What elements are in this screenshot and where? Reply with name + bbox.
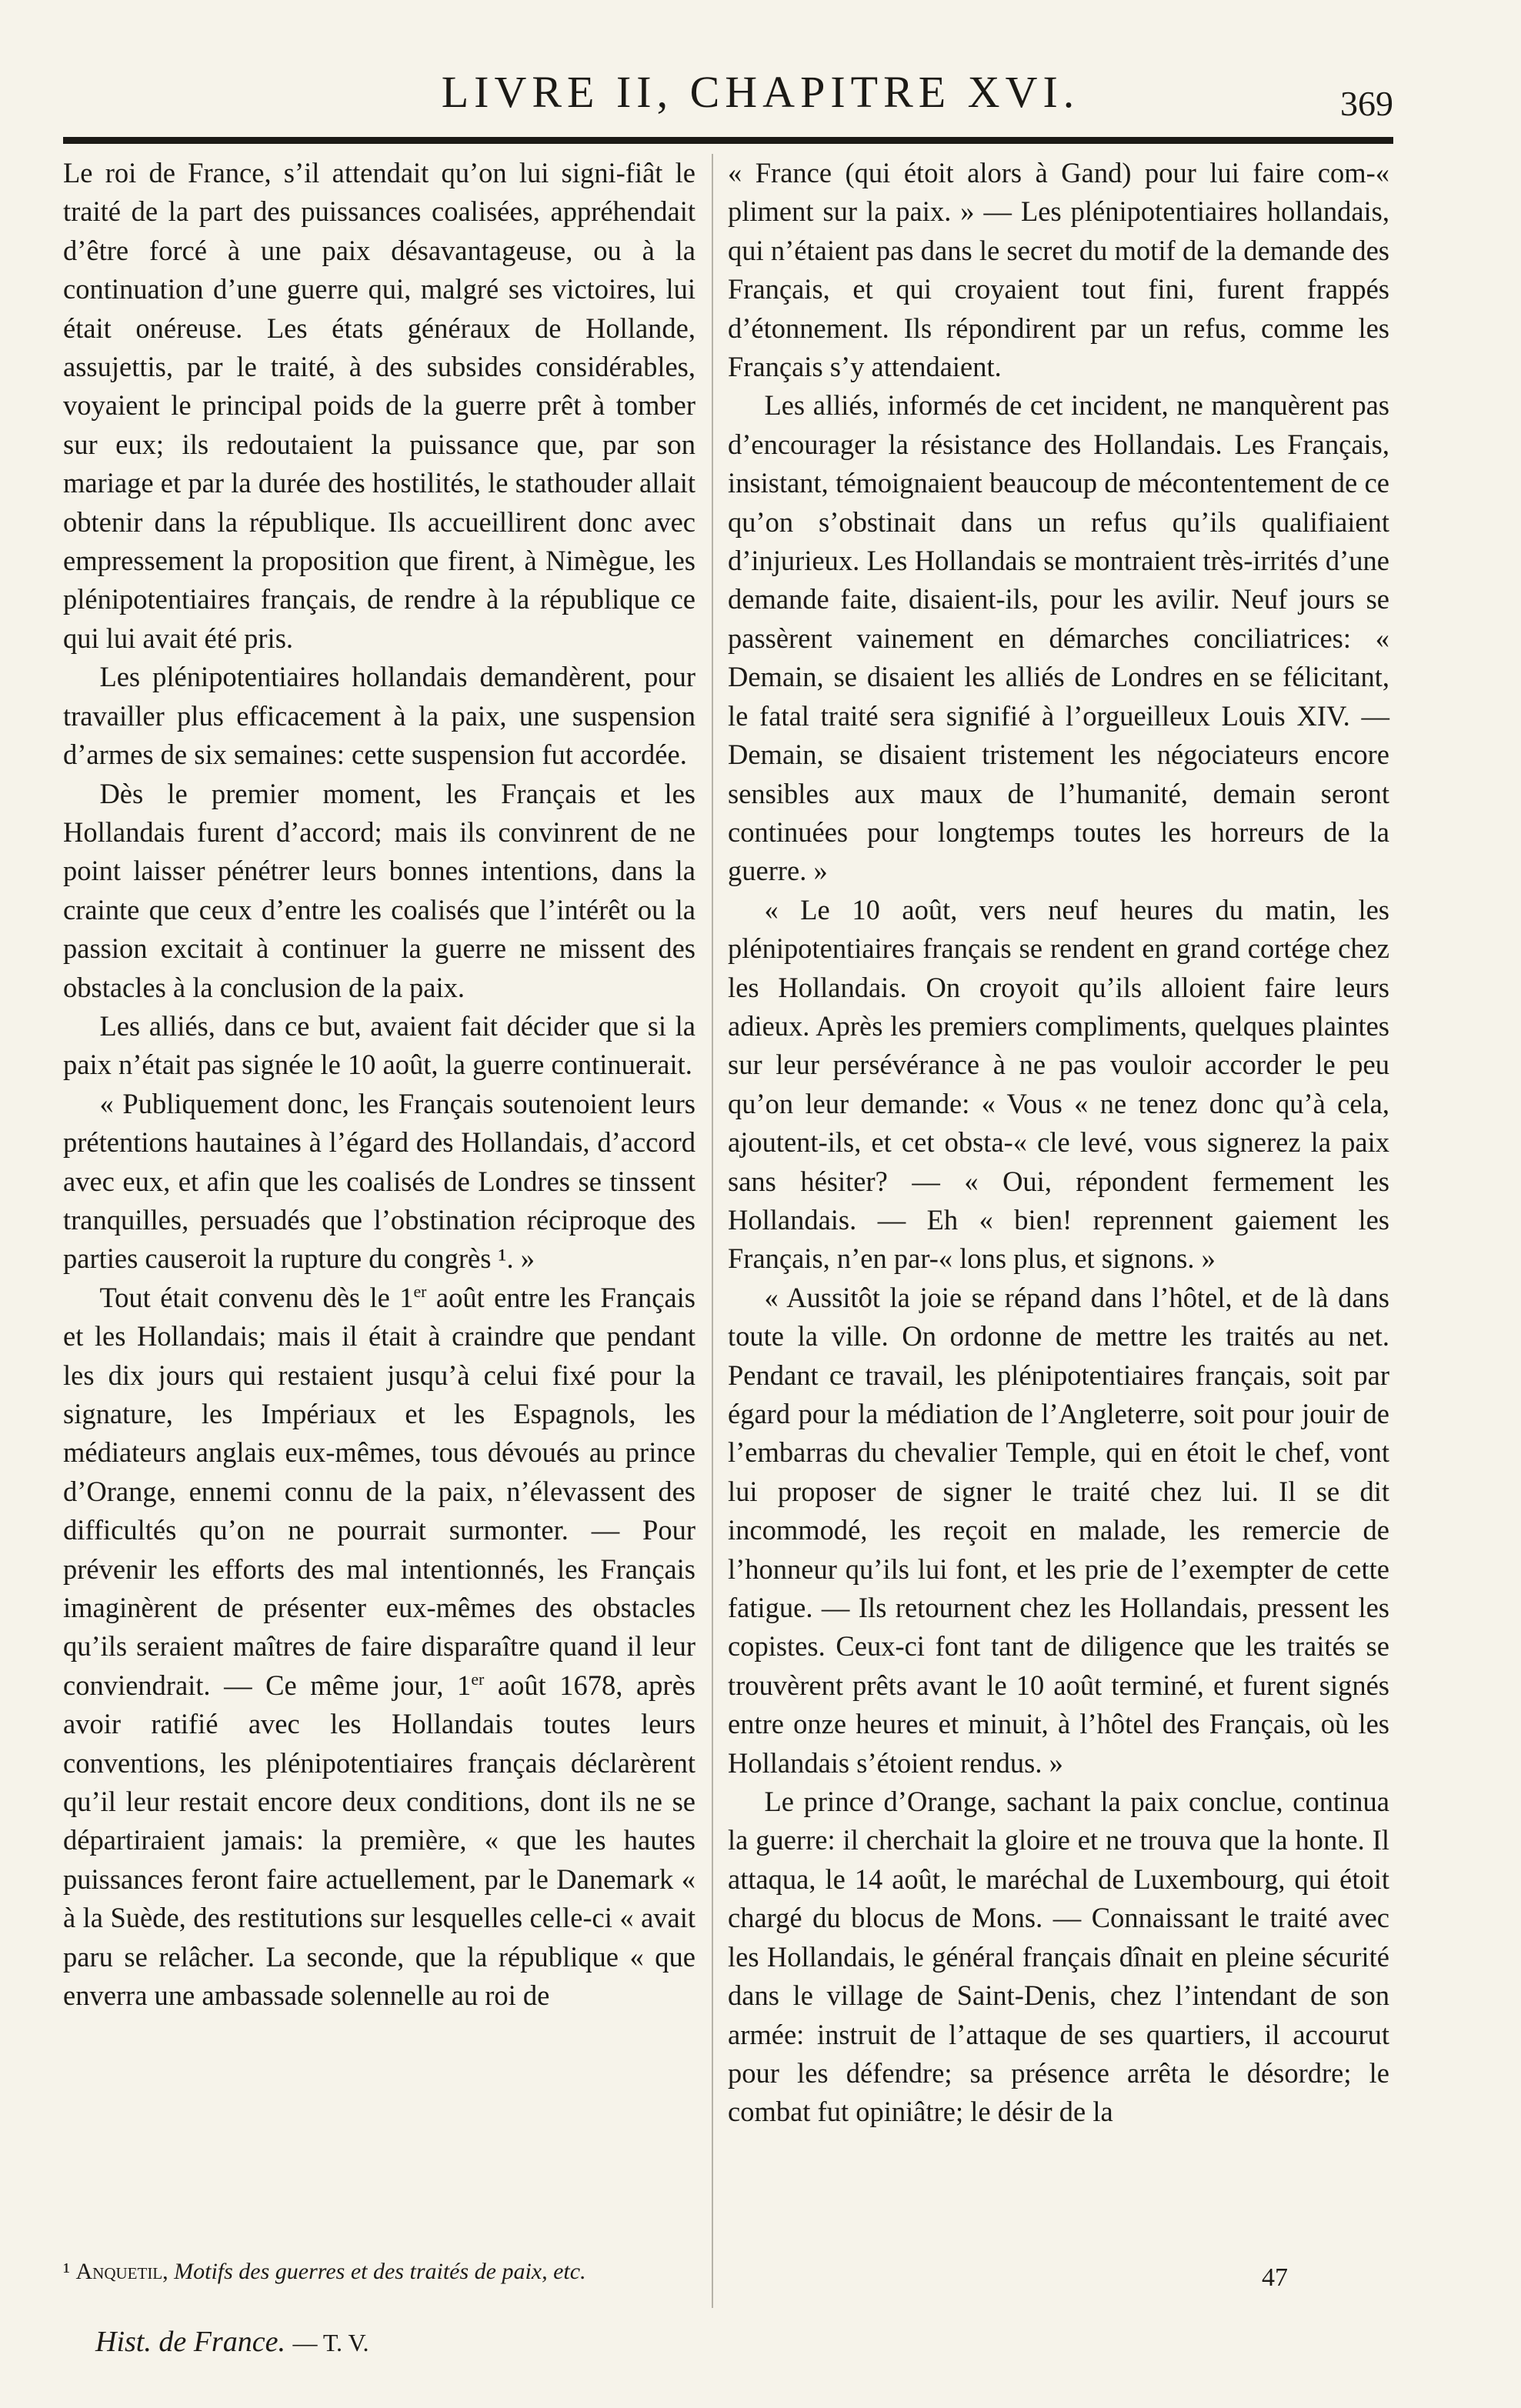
- paragraph-text: août 1678, après avoir ratifié avec les Hollandais toutes leurs conventions, les plénipotentiaires français déclarèrent qu’il leur restait encore deux conditions, dont ils ne se départiraient jamais: la première, « que les hautes puissances feront faire actuellement, par le Danemark « à la Suède, des restitutions sur lesquelles celle-ci « avait paru se relâcher. La seconde, que la république « que enverra une ambassade solennelle au roi de: [63, 1669, 695, 2012]
- paragraph: « Le 10 août, vers neuf heures du matin, les plénipotentiaires français se rendent en grand cortége chez les Hollandais. On croyoit qu’ils alloient faire leurs adieux. Après les premiers compliments, quelques plaintes sur leur persévérance à ne pas vouloir accorder le peu qu’on leur demande: « Vous « ne tenez donc qu’à cela, ajoutent-ils, et cet obsta-« cle levé, vous signerez la paix sans hésiter? — « Oui, répondent fermement les Hollandais. — Eh « bien! reprennent gaiement les Français, n’en par-« lons plus, et signons. »: [728, 893, 1389, 1275]
- right-column: [728, 154, 1389, 2132]
- footnote: ¹ Anquetil, Motifs des guerres et des traités de paix, etc.: [63, 2259, 586, 2284]
- page-number: 369: [1340, 84, 1393, 123]
- running-head: LIVRE II, CHAPITRE XVI.: [441, 67, 1080, 117]
- signature-mark: 47: [1262, 2263, 1288, 2292]
- paragraph: Les alliés, dans ce but, avaient fait décider que si la paix n’était pas signée le 10 août, la guerre continuerait.: [63, 1009, 695, 1081]
- paragraph: Dès le premier moment, les Français et les Hollandais furent d’accord; mais ils convinrent de ne point laisser pénétrer leurs bonnes intentions, dans la crainte que ceux d’entre les coalisés que l’intérêt ou la passion excitait à continuer la guerre ne missent des obstacles à la conclusion de la paix.: [63, 777, 695, 1003]
- superscript: er: [413, 1281, 427, 1301]
- volume-label: — T. V.: [292, 2329, 369, 2356]
- paragraph: Les alliés, informés de cet incident, ne manquèrent pas d’encourager la résistance des Hollandais. Les Français, insistant, témoignaient beaucoup de mécontentement de ce qu’on s’obstinait dans un refus qu’ils qualifiaient d’injurieux. Les Hollandais se montraient très-irrités d’une demande faite, disaient-ils, pour les avilir. Neuf jours se passèrent vainement en démarches conciliatrices: « Demain, se disaient les alliés de Londres en se félicitant, le fatal traité sera signifié à l’orgueilleux Louis XIV. — Demain, se disaient tristement les négociateurs encore sensibles aux maux de l’humanité, demain seront continuées pour longtemps toutes les horreurs de la guerre. »: [728, 389, 1389, 887]
- footnote-title: Motifs des guerres et des traités de paix, etc.: [174, 2259, 586, 2284]
- paragraph: Le roi de France, s’il attendait qu’on lui signi-fiât le traité de la part des puissances coalisées, appréhendait d’être forcé à une paix désavantageuse, ou à la continuation d’une guerre qui, malgré ses victoires, lui était onéreuse. Les états généraux de Hollande, assujettis, par le traité, à des subsides considérables, voyaient le principal poids de la guerre prêt à tomber sur eux; ils redoutaient la puissance que, par son mariage et par la durée des hostilités, le stathouder allait obtenir dans la république. Ils accueillirent donc avec empressement la proposition que firent, à Nimègue, les plénipotentiaires français, de rendre à la république ce qui lui avait été pris.: [63, 157, 695, 654]
- paragraph: Le prince d’Orange, sachant la paix conclue, continua la guerre: il cherchait la gloire et ne trouva que la honte. Il attaqua, le 14 août, le maréchal de Luxembourg, qui étoit chargé du blocus de Mons. — Connaissant le traité avec les Hollandais, le général français dînait en pleine sécurité dans le village de Saint-Denis, chez l’intendant de son armée: instruit de l’attaque de ses quartiers, il accourut pour les défendre; sa présence arrêta le désordre; le combat fut opiniâtre; le désir de la: [728, 1786, 1389, 2128]
- page-header: [0, 0, 1521, 131]
- footnote-author: Anquetil: [75, 2259, 163, 2284]
- header-rule: [63, 137, 1393, 144]
- source-line: [95, 2325, 369, 2359]
- paragraph-text: Tout était convenu dès le 1: [99, 1281, 414, 1313]
- column-divider: [712, 154, 713, 2308]
- left-column: [63, 154, 695, 2016]
- paragraph: « Publiquement donc, les Français soutenoient leurs prétentions hautaines à l’égard des Hollandais, d’accord avec eux, et afin que les coalisés de Londres se tinssent tranquilles, persuadés que l’obstination réciproque des parties causeroit la rupture du congrès ¹. »: [63, 1087, 695, 1275]
- paragraph: [63, 1279, 695, 2016]
- superscript: er: [471, 1669, 485, 1689]
- paragraph: « Aussitôt la joie se répand dans l’hôtel, et de là dans toute la ville. On ordonne de mettre les traités au net. Pendant ce travail, les plénipotentiaires français, soit par égard pour la médiation de l’Angleterre, soit pour jouir de l’embarras du chevalier Temple, qui en étoit le chef, vont lui proposer de signer le traité chez lui. Il se dit incommodé, les reçoit en malade, les remercie de l’honneur qu’ils lui font, et les prie de l’exempter de cette fatigue. — Ils retournent chez les Hollandais, pressent les copistes. Ceux-ci font tant de diligence que les traités se trouvèrent prêts avant le 10 août terminé, et furent signés entre onze heures et minuit, à l’hôtel des Français, où les Hollandais s’étoient rendus. »: [728, 1281, 1389, 1779]
- paragraph-text: août entre les Français et les Hollandais; mais il était à craindre que pendant les dix jours qui restaient jusqu’à celui fixé pour la signature, les Impériaux et les Espagnols, les médiateurs anglais eux-mêmes, tous dévoués au prince d’Orange, ennemi connu de la paix, n’élevassent des difficultés qu’on ne pourrait surmonter. — Pour prévenir les efforts des mal intentionnés, les Français imaginèrent de présenter eux-mêmes des obstacles qu’ils seraient maîtres de faire disparaître quand il leur conviendrait. — Ce même jour, 1: [63, 1281, 696, 1701]
- source-title: Hist. de France.: [95, 2326, 285, 2358]
- paragraph: « France (qui étoit alors à Gand) pour lui faire com-« pliment sur la paix. » — Les plénipotentiaires hollandais, qui n’étaient pas dans le secret du motif de la demande des Français, et qui croyaient tout fini, furent frappés d’étonnement. Ils répondirent par un refus, comme les Français s’y attendaient.: [728, 157, 1389, 383]
- paragraph: Les plénipotentiaires hollandais demandèrent, pour travailler plus efficacement à la paix, une suspension d’armes de six semaines: cette suspension fut accordée.: [63, 661, 695, 771]
- footnote-number: ¹: [63, 2259, 70, 2284]
